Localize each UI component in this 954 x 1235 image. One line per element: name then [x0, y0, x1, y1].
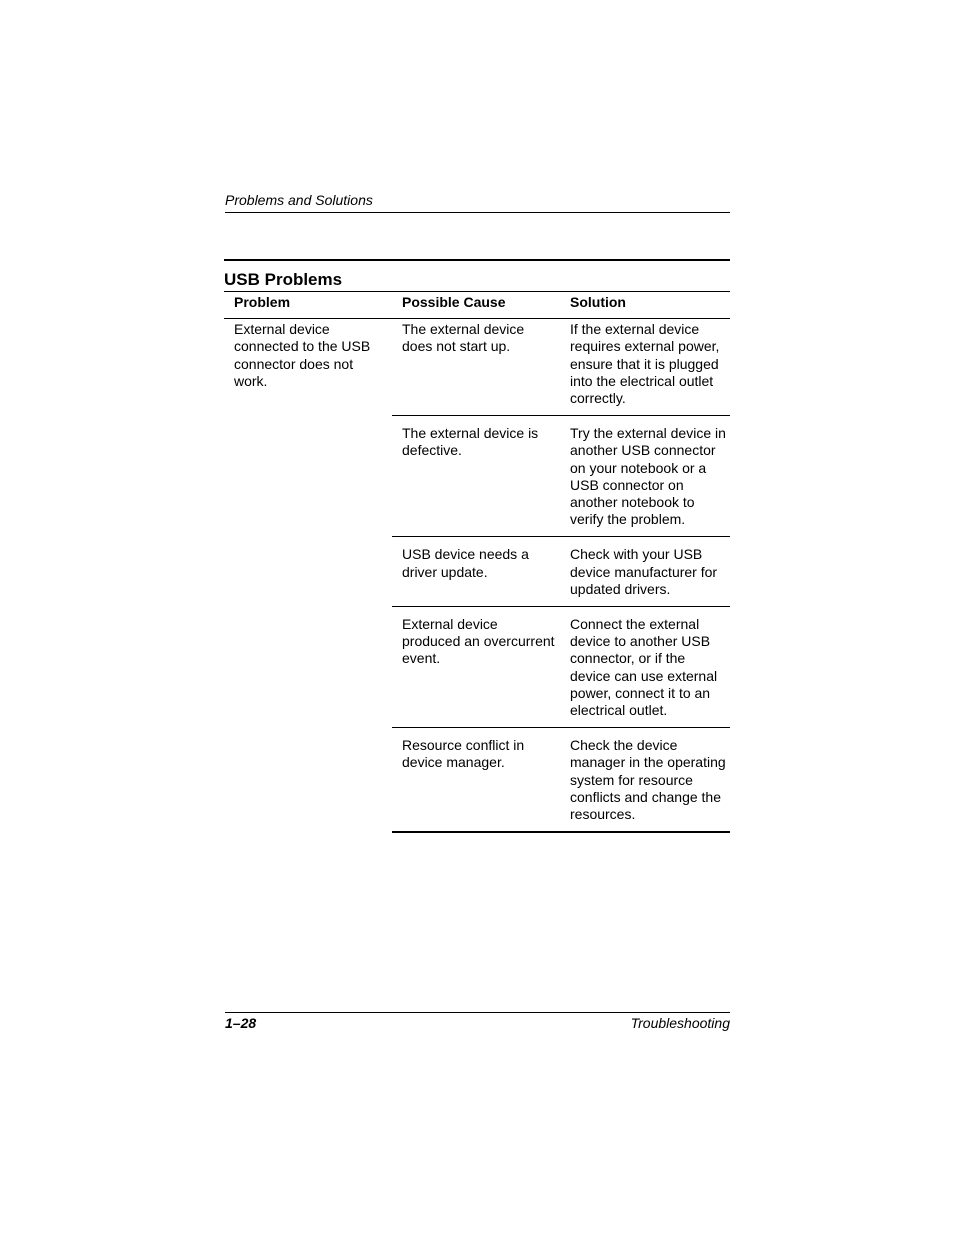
column-header-possible-cause: Possible Cause	[392, 292, 560, 319]
page-number: 1–28	[225, 1015, 257, 1031]
cause-cell: USB device needs a driver update.	[392, 537, 560, 607]
table-header-row	[224, 292, 730, 319]
cause-cell: The external device is defective.	[392, 416, 560, 537]
problem-cell: External device connected to the USB connector does not work.	[234, 321, 371, 389]
table-row	[224, 319, 730, 416]
solution-cell: Check with your USB device manufacturer for updated drivers.	[560, 537, 730, 607]
cause-cell: External device produced an overcurrent event.	[392, 607, 560, 728]
column-header-problem: Problem	[224, 292, 392, 319]
troubleshooting-table	[224, 292, 730, 833]
section-title: USB Problems	[224, 270, 730, 292]
usb-problems-section	[224, 259, 730, 833]
solution-cell: Connect the external device to another USB connector, or if the device can use external power, connect it to an electrical outlet.	[560, 607, 730, 728]
solution-cell: Check the device manager in the operating system for resource conflicts and change the resources.	[560, 728, 730, 833]
cause-cell: The external device does not start up.	[402, 321, 525, 355]
cause-cell: Resource conflict in device manager.	[392, 728, 560, 833]
column-header-solution: Solution	[560, 292, 730, 319]
chapter-title: Troubleshooting	[630, 1015, 730, 1031]
running-footer	[225, 1012, 730, 1032]
solution-cell: Try the external device in another USB connector on your notebook or a USB connector on another notebook to verify the problem.	[560, 416, 730, 537]
running-header: Problems and Solutions	[225, 192, 730, 213]
solution-cell: If the external device requires external power, ensure that it is plugged into the electrical outlet correctly.	[570, 321, 720, 407]
